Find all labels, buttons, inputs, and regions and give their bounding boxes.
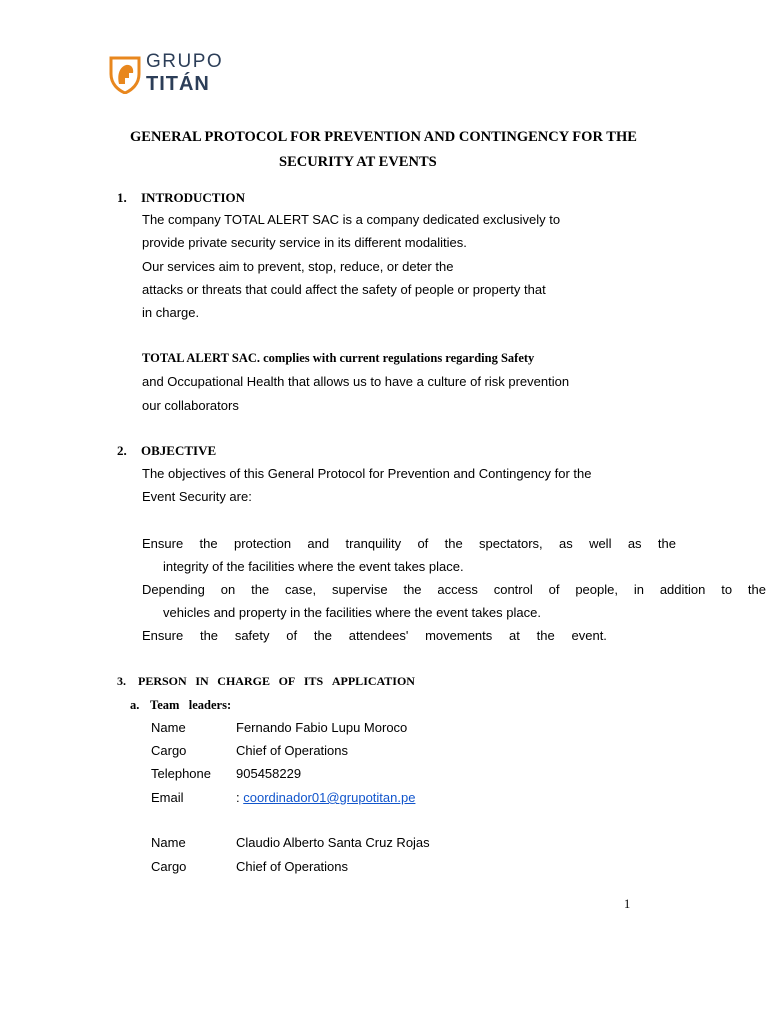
field-label-name: Name — [151, 720, 186, 735]
paragraph-line: and Occupational Health that allows us to have a culture of risk prevention — [142, 374, 570, 389]
paragraph-line: in charge. — [142, 305, 200, 320]
subsection-letter: a. — [130, 698, 140, 712]
section-heading-objective: OBJECTIVE — [141, 443, 217, 458]
paragraph-line: provide private security service in its different modalities. — [142, 235, 467, 250]
objective-item-1-line2: integrity of the facilities where the event takes place. — [163, 559, 464, 574]
field-value-email — [236, 790, 415, 805]
objective-item-1-line1: Ensure the protection and tranquility of the spectators, as well as the — [142, 536, 676, 551]
section-number: 1. — [117, 190, 127, 205]
paragraph-bold-line: TOTAL ALERT SAC. complies with current regulations regarding Safety — [142, 351, 535, 365]
field-label-name: Name — [151, 835, 186, 850]
field-label-cargo: Cargo — [151, 859, 187, 874]
email-link[interactable]: coordinador01@grupotitan.pe — [243, 790, 416, 805]
section-heading-introduction: INTRODUCTION — [141, 190, 246, 205]
field-value-cargo: Chief of Operations — [236, 743, 349, 758]
paragraph-line: The objectives of this General Protocol for Prevention and Contingency for the — [142, 466, 592, 481]
document-title-line1: GENERAL PROTOCOL FOR PREVENTION AND CONTINGENCY FOR THE — [130, 129, 637, 145]
paragraph-line: attacks or threats that could affect the safety of people or property that — [142, 282, 546, 297]
email-prefix: : — [236, 790, 244, 805]
objective-item-2-line2: vehicles and property in the facilities where the event takes place. — [163, 605, 541, 620]
section-number: 2. — [117, 443, 127, 458]
paragraph-line: Our services aim to prevent, stop, reduce, or deter the — [142, 259, 454, 274]
field-label-email: Email — [151, 790, 184, 805]
paragraph-line: our collaborators — [142, 398, 239, 413]
subsection-heading-team-leaders: Team leaders: — [150, 698, 232, 712]
logo-text-titan: TITÁN — [146, 73, 210, 95]
objective-item-3-line1: Ensure the safety of the attendees' movements at the event. — [142, 628, 607, 643]
field-value-name: Fernando Fabio Lupu Moroco — [236, 720, 408, 735]
field-value-name: Claudio Alberto Santa Cruz Rojas — [236, 835, 430, 850]
document-title-line2: SECURITY AT EVENTS — [279, 154, 437, 170]
objective-item-2-line1: Depending on the case, supervise the access control of people, in addition to the — [142, 582, 766, 597]
logo-text-grupo: GRUPO — [146, 51, 224, 72]
field-label-telephone: Telephone — [151, 766, 211, 781]
page-number: 1 — [624, 897, 631, 911]
shield-helmet-icon — [108, 54, 142, 94]
field-value-telephone: 905458229 — [236, 766, 302, 781]
section-number: 3. — [117, 674, 126, 688]
field-label-cargo: Cargo — [151, 743, 187, 758]
paragraph-line: The company TOTAL ALERT SAC is a company dedicated exclusively to — [142, 212, 561, 227]
section-heading-person-in-charge: PERSON IN CHARGE OF ITS APPLICATION — [138, 674, 415, 688]
paragraph-line: Event Security are: — [142, 489, 252, 504]
field-value-cargo: Chief of Operations — [236, 859, 349, 874]
company-logo — [108, 52, 238, 98]
